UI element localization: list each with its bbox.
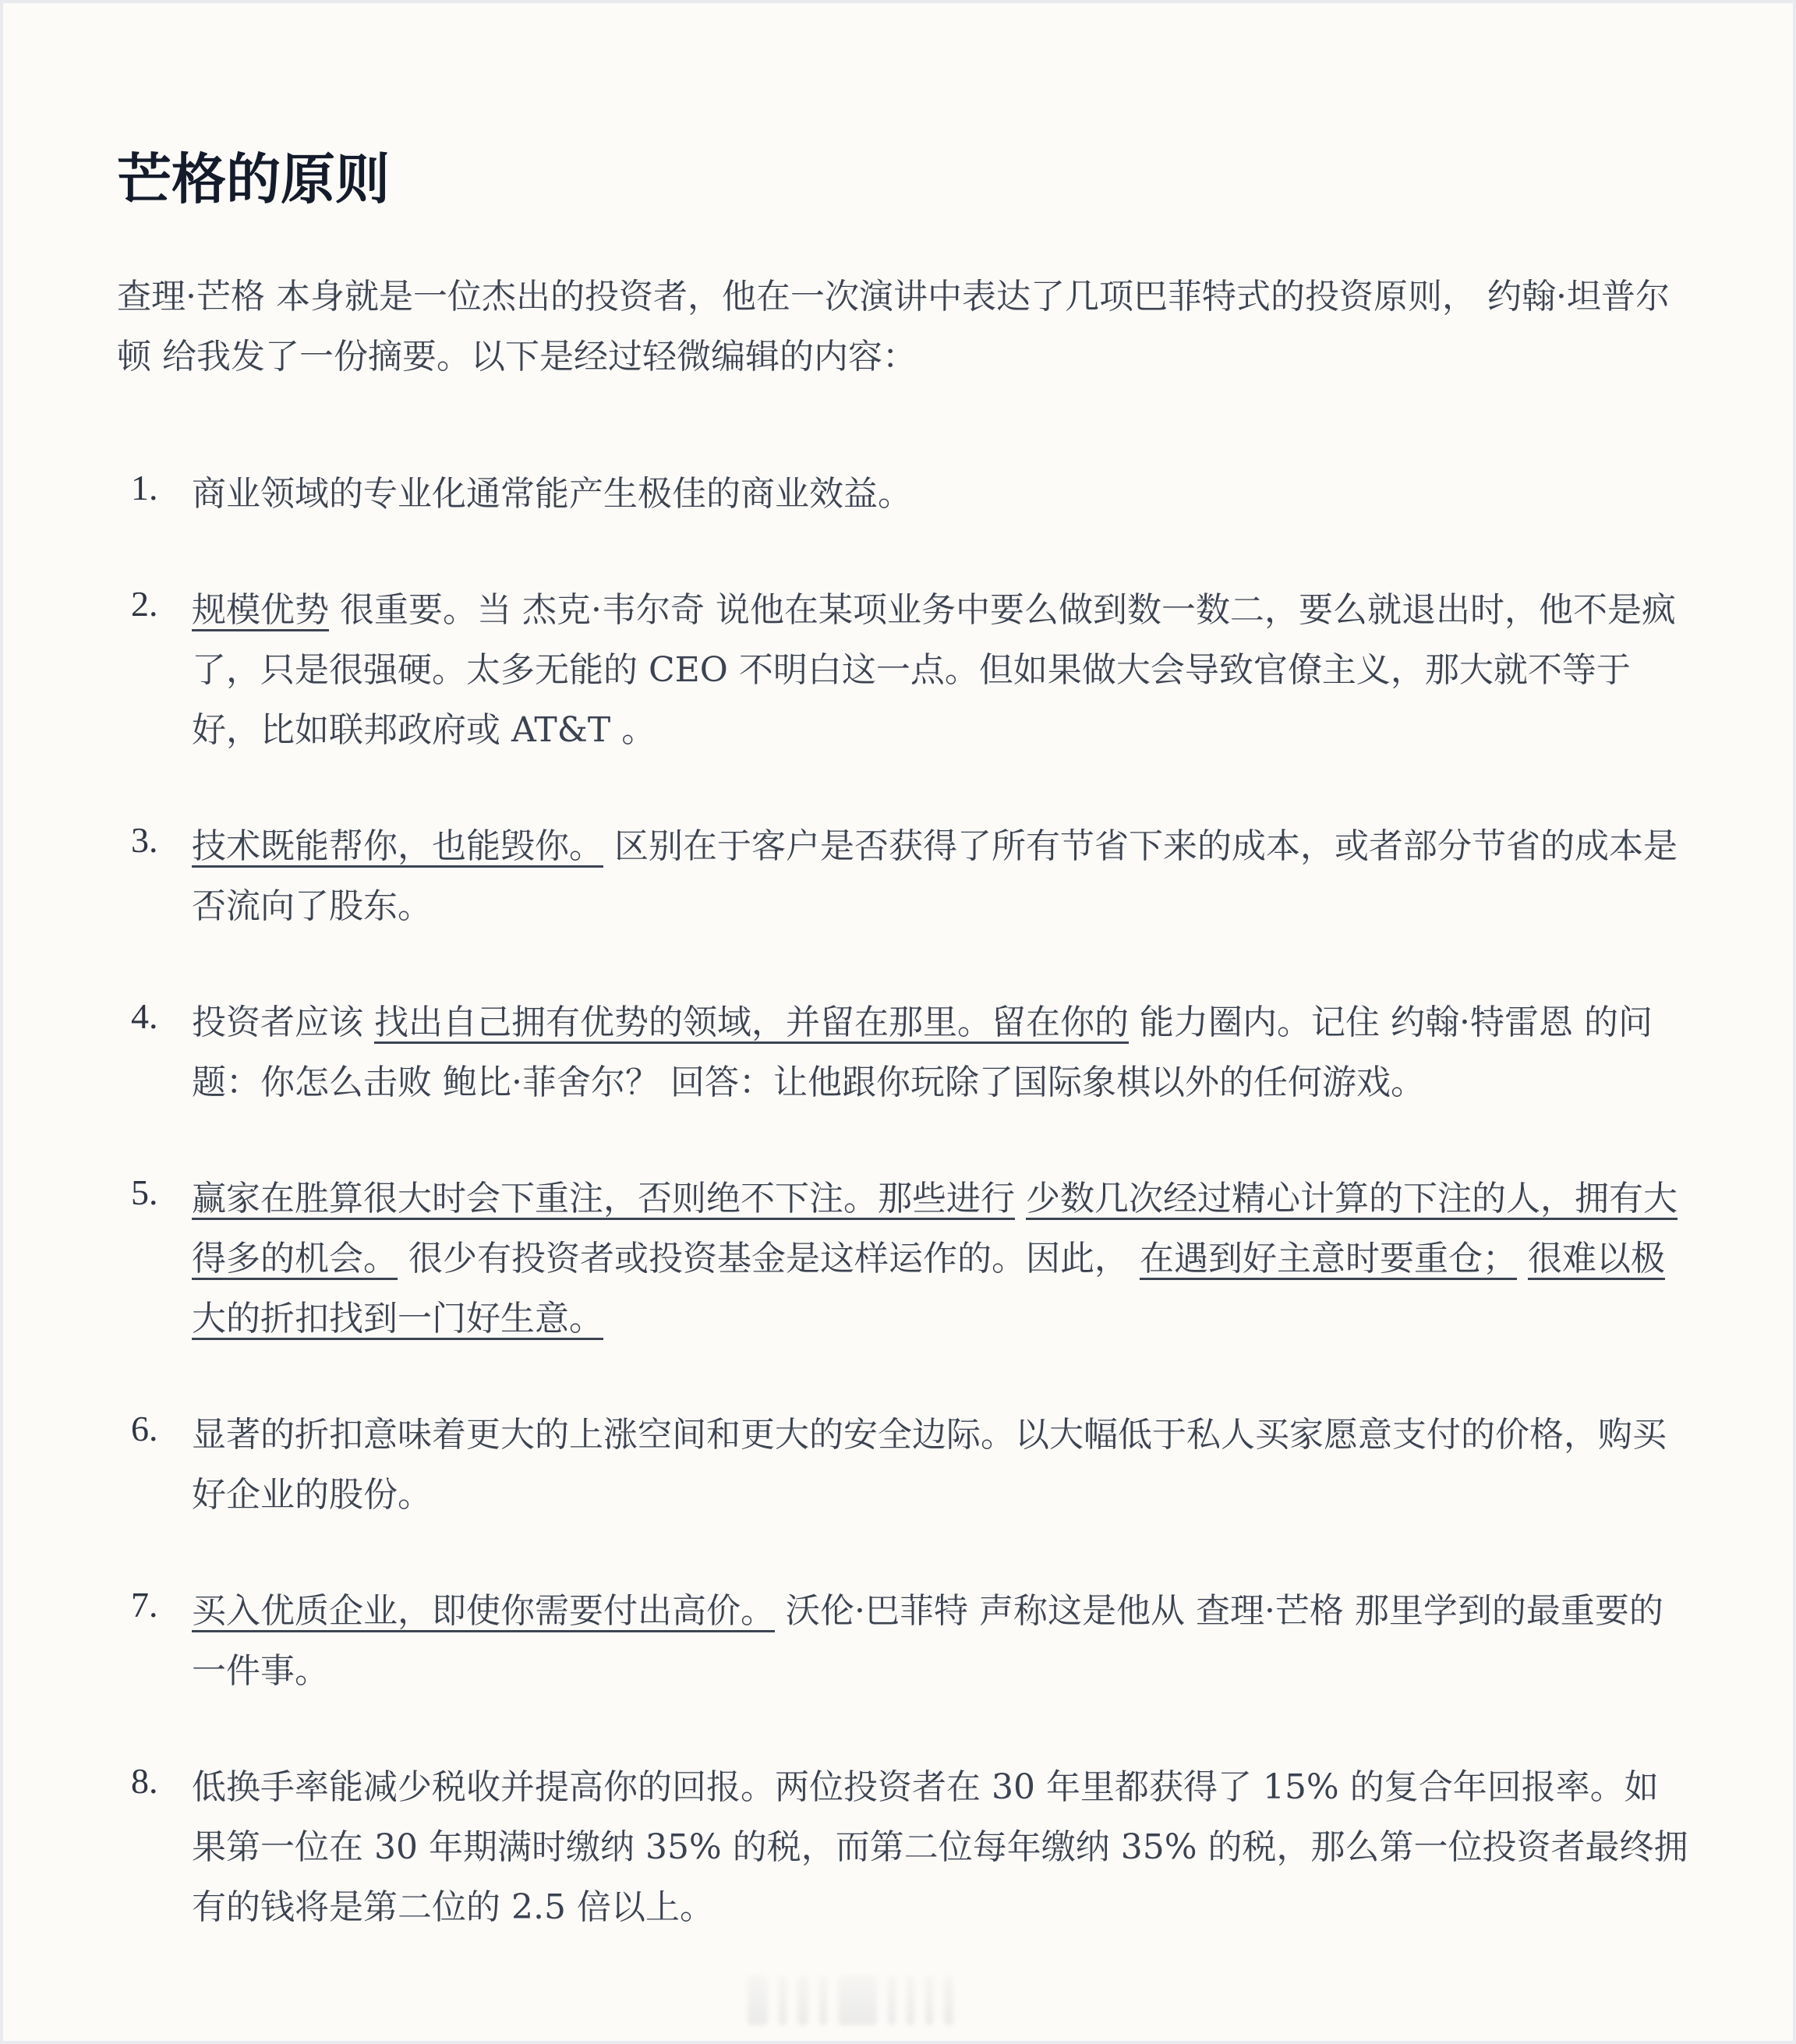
- text-segment: 沃伦·巴菲特 声称这是他从 查理·芒格 那里学到的最重要的一件事。: [192, 1591, 1663, 1691]
- text-segment: 很少有投资者或投资基金是这样运作的。因此，: [398, 1239, 1140, 1278]
- item-text: [192, 1415, 1667, 1515]
- item-text: [192, 1003, 1653, 1102]
- item-text: [192, 826, 1678, 926]
- list-item-number: 7.: [131, 1585, 158, 1625]
- item-text: [192, 474, 912, 514]
- principles-list: [117, 464, 1688, 1993]
- list-item-number: 4.: [131, 996, 158, 1036]
- underlined-phrase-link[interactable]: 赢家在胜算很大时会下重注，否则绝不下注。那些进行: [192, 1179, 1015, 1218]
- item-text: [192, 1767, 1688, 1927]
- item-text: [192, 590, 1676, 750]
- text-segment: 显著的折扣意味着更大的上涨空间和更大的安全边际。以大幅低于私人买家愿意支付的价格，购买好企业的股份。: [192, 1415, 1667, 1515]
- document-page: [3, 3, 1793, 2041]
- list-item: [117, 1581, 1688, 1701]
- list-item: [117, 1169, 1688, 1349]
- list-item-number: 6.: [131, 1409, 158, 1448]
- list-item: [117, 992, 1688, 1112]
- list-item-number: 1.: [131, 468, 158, 507]
- intro-paragraph: 查理·芒格 本身就是一位杰出的投资者，他在一次演讲中表达了几项巴菲特式的投资原则， 约翰·坦普尔顿 给我发了一份摘要。以下是经过轻微编辑的内容：: [117, 277, 1670, 377]
- text-segment: 能力圈内。记住 约翰·特雷恩 的问题：你怎么击败 鲍比·菲舍尔？ 回答：让他跟你玩除了国际象棋以外的任何游戏。: [192, 1003, 1653, 1102]
- blurred-watermark: [748, 1975, 1052, 2025]
- list-item-number: 3.: [131, 820, 158, 860]
- list-item-number: 2.: [131, 584, 158, 624]
- page-title: 芒格的原则: [117, 147, 390, 211]
- item-text: [192, 1591, 1663, 1691]
- list-item-number: 5.: [131, 1172, 158, 1212]
- underlined-phrase-link[interactable]: 很难以极大的折扣找到一门好生意。: [192, 1239, 1665, 1339]
- underlined-phrase-link[interactable]: 规模优势: [192, 590, 329, 630]
- list-item-number: 8.: [131, 1761, 158, 1801]
- underlined-phrase-link[interactable]: 少数几次经过精心计算的下注的人，拥有大得多的机会。: [192, 1179, 1678, 1278]
- text-segment: 区别在于客户是否获得了所有节省下来的成本，或者部分节省的成本是否流向了股东。: [192, 826, 1678, 926]
- text-segment: 投资者应该: [192, 1003, 374, 1042]
- text-segment: [1015, 1179, 1026, 1218]
- underlined-phrase-link[interactable]: 在遇到好主意时要重仓；: [1139, 1239, 1517, 1278]
- list-item: [117, 580, 1688, 760]
- text-segment: 很重要。当 杰克·韦尔奇 说他在某项业务中要么做到数一数二，要么就退出时，他不是疯了，只是很强硬。太多无能的 CEO 不明白这一点。但如果做大会导致官僚主义，那大就不等于好，比如联邦政府或 AT&T 。: [192, 590, 1676, 750]
- list-item: [117, 1405, 1688, 1525]
- list-item: [117, 464, 1688, 524]
- list-item: [117, 816, 1688, 936]
- list-item: [117, 1757, 1688, 1937]
- text-segment: 低换手率能减少税收并提高你的回报。两位投资者在 30 年里都获得了 15% 的复合年回报率。如果第一位在 30 年期满时缴纳 35% 的税，而第二位每年缴纳 35% 的税，那么第一位投资者最终拥有的钱将是第二位的 2.5 倍以上。: [192, 1767, 1688, 1927]
- underlined-phrase-link[interactable]: 买入优质企业，即使你需要付出高价。: [192, 1591, 775, 1631]
- underlined-phrase-link[interactable]: 技术既能帮你，也能毁你。: [192, 826, 603, 866]
- item-text: [192, 1179, 1678, 1339]
- text-segment: 商业领域的专业化通常能产生极佳的商业效益。: [192, 474, 912, 514]
- underlined-phrase-link[interactable]: 找出自己拥有优势的领域，并留在那里。留在你的: [374, 1003, 1129, 1042]
- text-segment: [1517, 1239, 1528, 1278]
